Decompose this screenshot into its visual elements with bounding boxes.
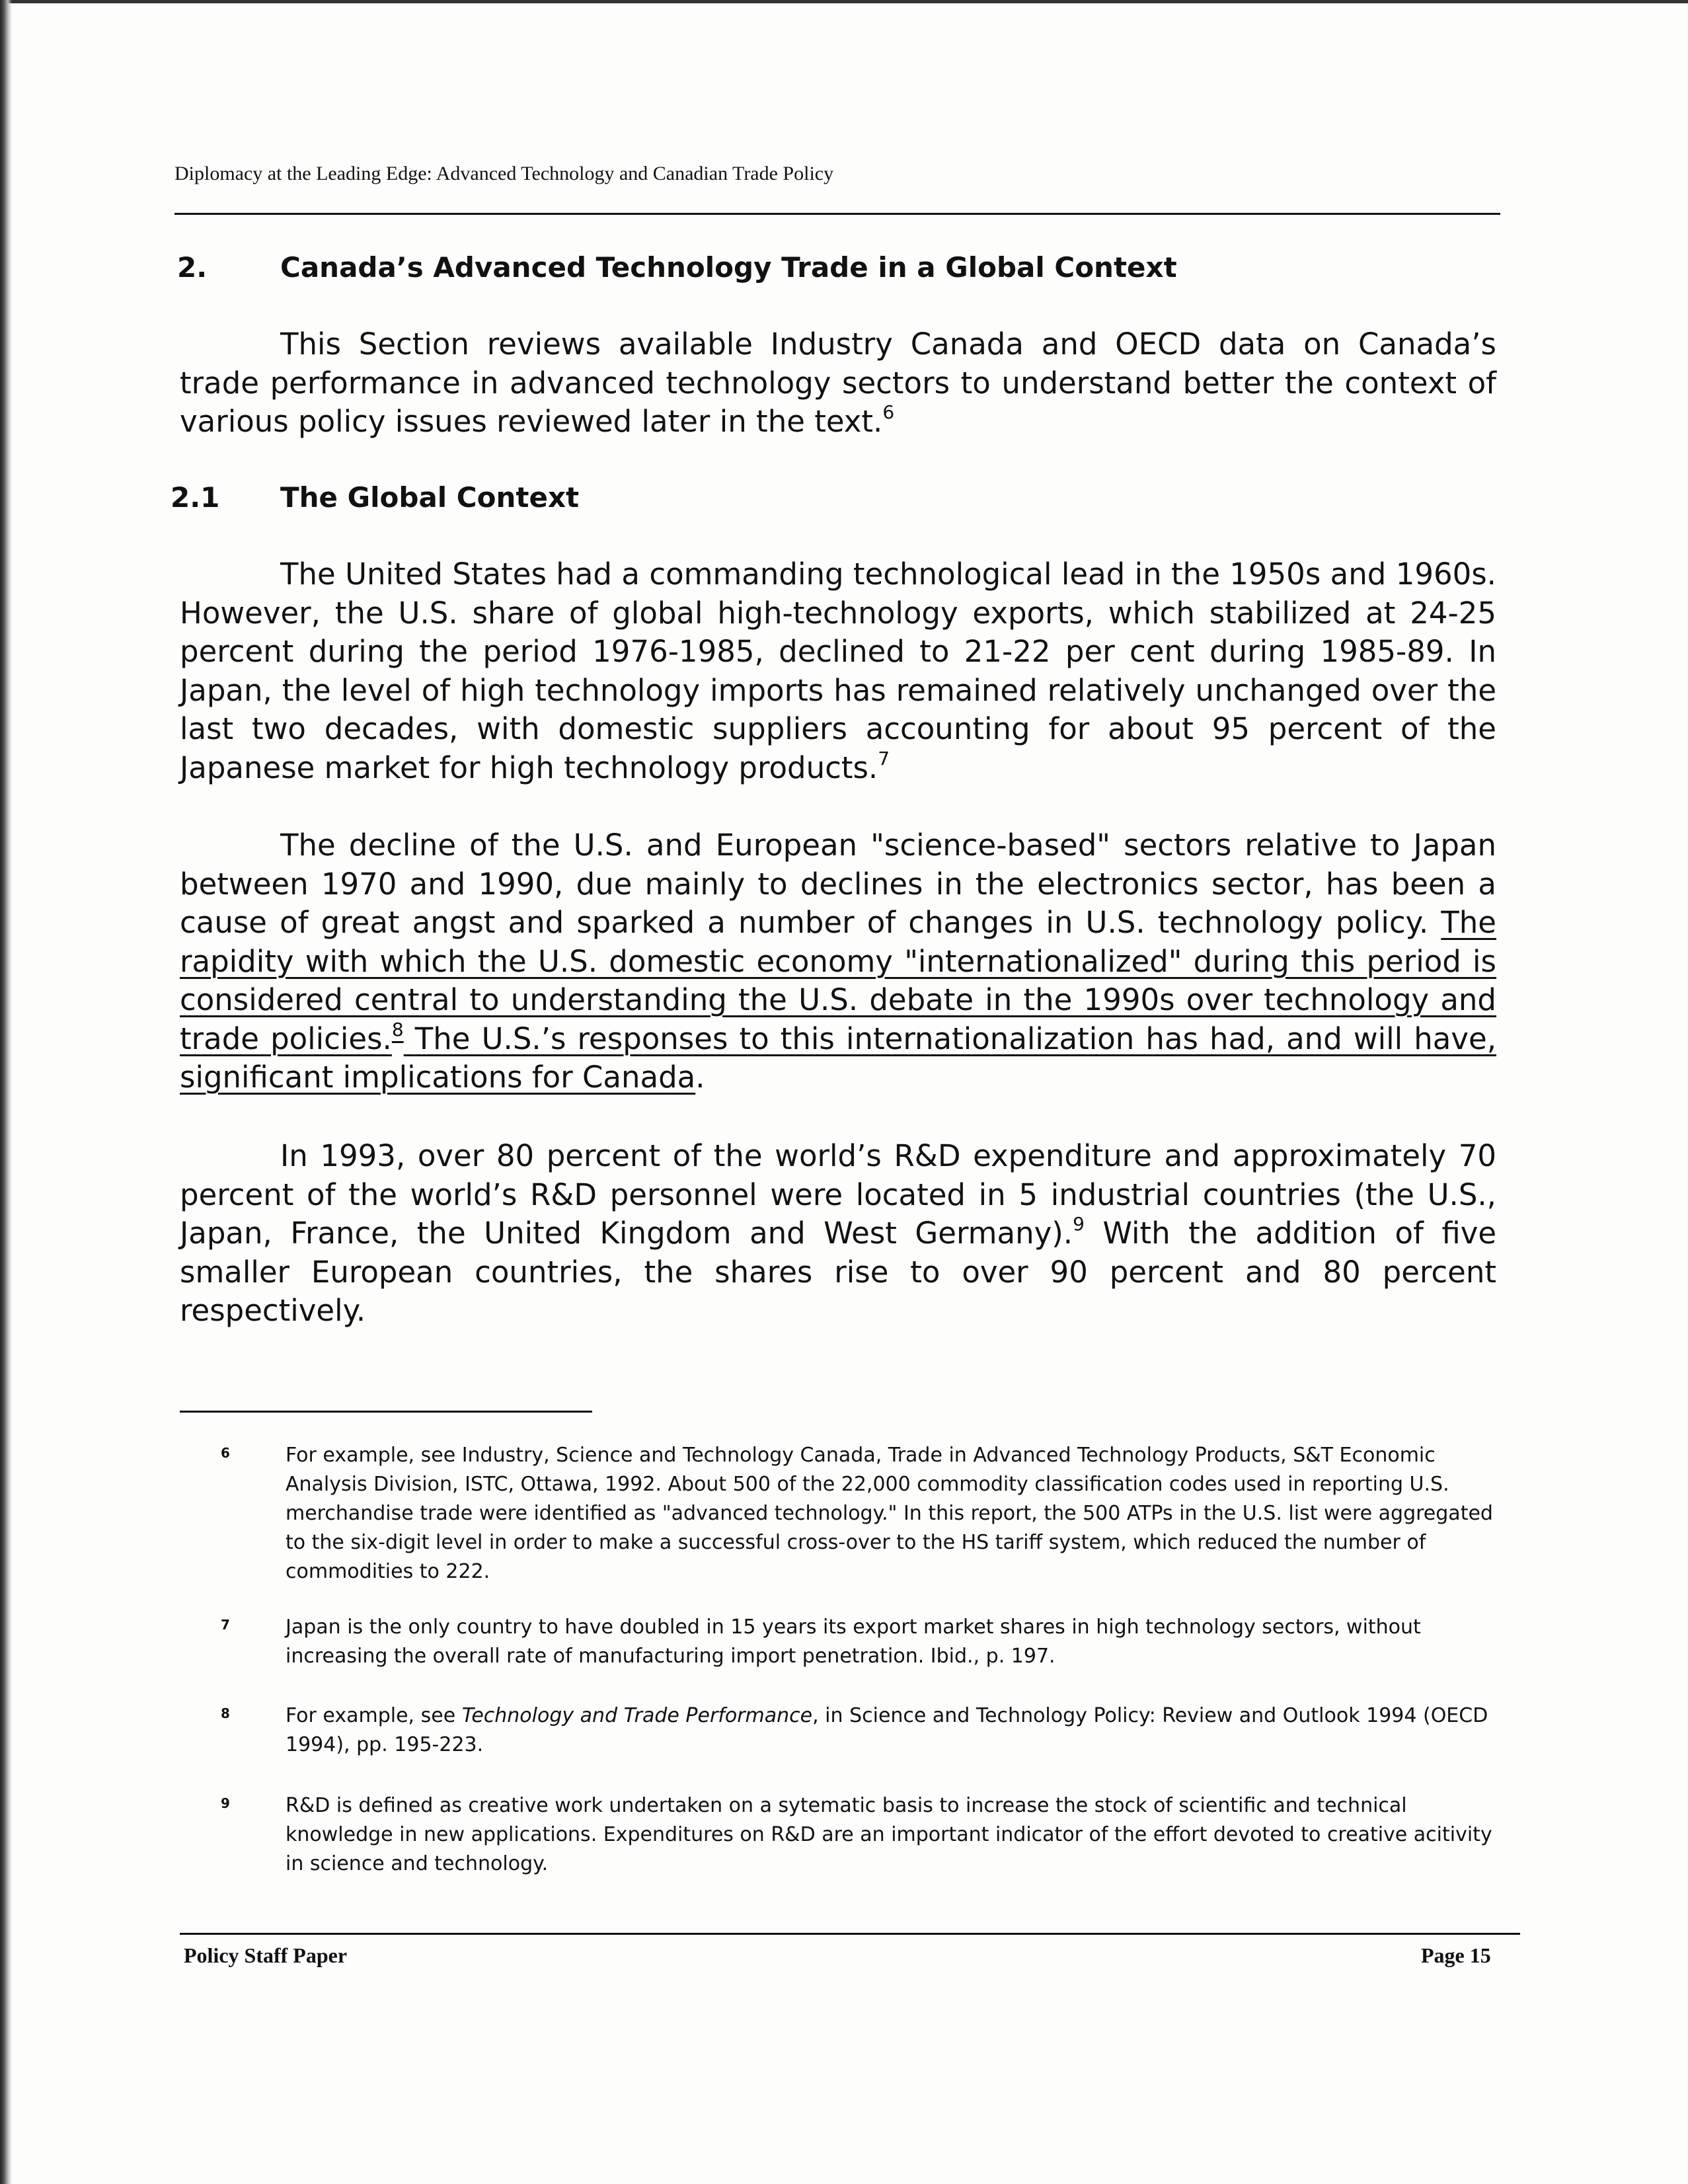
paragraph-text-continued: With the addition of five smaller European countries, the shares rise to over 90 percent and 80 percent respectively. xyxy=(180,1216,1497,1328)
scan-edge-left xyxy=(0,0,12,2184)
footnote-number: 7 xyxy=(221,1617,230,1633)
paragraph-text: The United States had a commanding technological lead in the 1950s and 1960s. However, the U.S. share of global high-technology exports, which stabilized at 24-25 percent during the period 1976-1985, declined to 21-22 per cent during 1985-89. In Japan, the level of high technology imports has remained relatively unchanged over the last two decades, with domestic suppliers accounting for about 95 percent of the Japanese market for high technology products. xyxy=(180,557,1496,785)
paragraph-us-lead xyxy=(180,555,1496,787)
footnote-ref-8[interactable]: 8 xyxy=(391,1018,404,1040)
underlined-text: The rapidity with which the U.S. domestic economy "internationalized" during this period is considered central to understanding the U.S. debate in the 1990s over technology and trade policies. xyxy=(180,905,1496,1056)
paragraph-text: In 1993, over 80 percent of the world’s R&D expenditure and approximately 70 percent of the world’s R&D personnel were located in 5 industrial countries (the U.S., Japan, France, the United Kingdom and West Germany). xyxy=(180,1138,1496,1251)
footnote-ref-7[interactable]: 7 xyxy=(878,747,890,769)
footnote-7 xyxy=(180,1613,1495,1671)
intro-text: This Section reviews available Industry Canada and OECD data on Canada’s trade performance in advanced technology sectors to understand better the context of various policy issues reviewed later in the text. xyxy=(180,327,1496,439)
scan-edge-top xyxy=(0,0,1688,3)
footnote-number: 8 xyxy=(221,1705,230,1721)
subsection-number: 2.1 xyxy=(171,481,220,514)
header-rule xyxy=(174,213,1500,215)
footnote-8 xyxy=(180,1701,1495,1760)
paragraph-end: . xyxy=(695,1060,705,1095)
footer-title: Policy Staff Paper xyxy=(184,1943,348,1967)
footnote-ref-9[interactable]: 9 xyxy=(1073,1213,1085,1235)
paragraph-decline xyxy=(180,826,1496,1097)
paragraph-text: The decline of the U.S. and European "science-based" sectors relative to Japan between 1970 and 1990, due mainly to declines in the electronics sector, has been a cause of great angst and sparked a number of changes in U.S. technology policy. xyxy=(180,828,1496,940)
footnote-text: Japan is the only country to have doubled in 15 years its export market shares in high technology sectors, without increasing the overall rate of manufacturing import penetration. Ibid., p. 197. xyxy=(286,1616,1421,1668)
subsection-heading xyxy=(171,481,579,514)
section-number: 2. xyxy=(177,251,208,284)
footnote-text xyxy=(286,1701,1495,1760)
underlined-text: The U.S.’s responses to this internationalization has had, and will have, significant implications for Canada xyxy=(180,1021,1496,1095)
subsection-title: The Global Context xyxy=(280,481,580,514)
footnote-text-part: , in Science and Technology Policy: Review and Outlook 1994 (OECD 1994), pp. 195-223. xyxy=(286,1704,1488,1756)
footnote-separator xyxy=(180,1411,592,1413)
footnote-number: 9 xyxy=(221,1795,230,1811)
footnote-text: For example, see Industry, Science and Technology Canada, Trade in Advanced Technology Products, S&T Economic Analysis Division, ISTC, Ottawa, 1992. About 500 of the 22,000 commodity classification codes used in reporting U.S. merchandise trade were identified as "advanced technology." In this report, the 500 ATPs in the U.S. list were aggregated to the six-digit level in order to make a successful cross-over to the HS tariff system, which reduced the number of commodities to 222. xyxy=(286,1444,1493,1583)
footnote-number: 6 xyxy=(221,1445,230,1461)
footnote-italic-title: Technology and Trade Performance xyxy=(461,1704,813,1727)
running-header: Diplomacy at the Leading Edge: Advanced Technology and Canadian Trade Policy xyxy=(174,163,834,184)
footnote-9 xyxy=(180,1791,1495,1879)
section-heading xyxy=(177,251,1177,284)
footnote-text: R&D is defined as creative work undertaken on a sytematic basis to increase the stock of scientific and technical knowledge in new applications. Expenditures on R&D are an important indicator of the effort devoted to creative acitivity in science and technology. xyxy=(286,1794,1492,1875)
paragraph-rd-share xyxy=(180,1137,1496,1331)
footer-rule xyxy=(180,1933,1520,1935)
footnote-ref-6[interactable]: 6 xyxy=(882,401,895,423)
intro-paragraph xyxy=(180,325,1496,442)
page-number: Page 15 xyxy=(1421,1943,1491,1967)
footnote-6 xyxy=(180,1441,1495,1586)
section-title: Canada’s Advanced Technology Trade in a Global Context xyxy=(280,251,1177,284)
footnote-text-part: For example, see xyxy=(286,1704,462,1727)
